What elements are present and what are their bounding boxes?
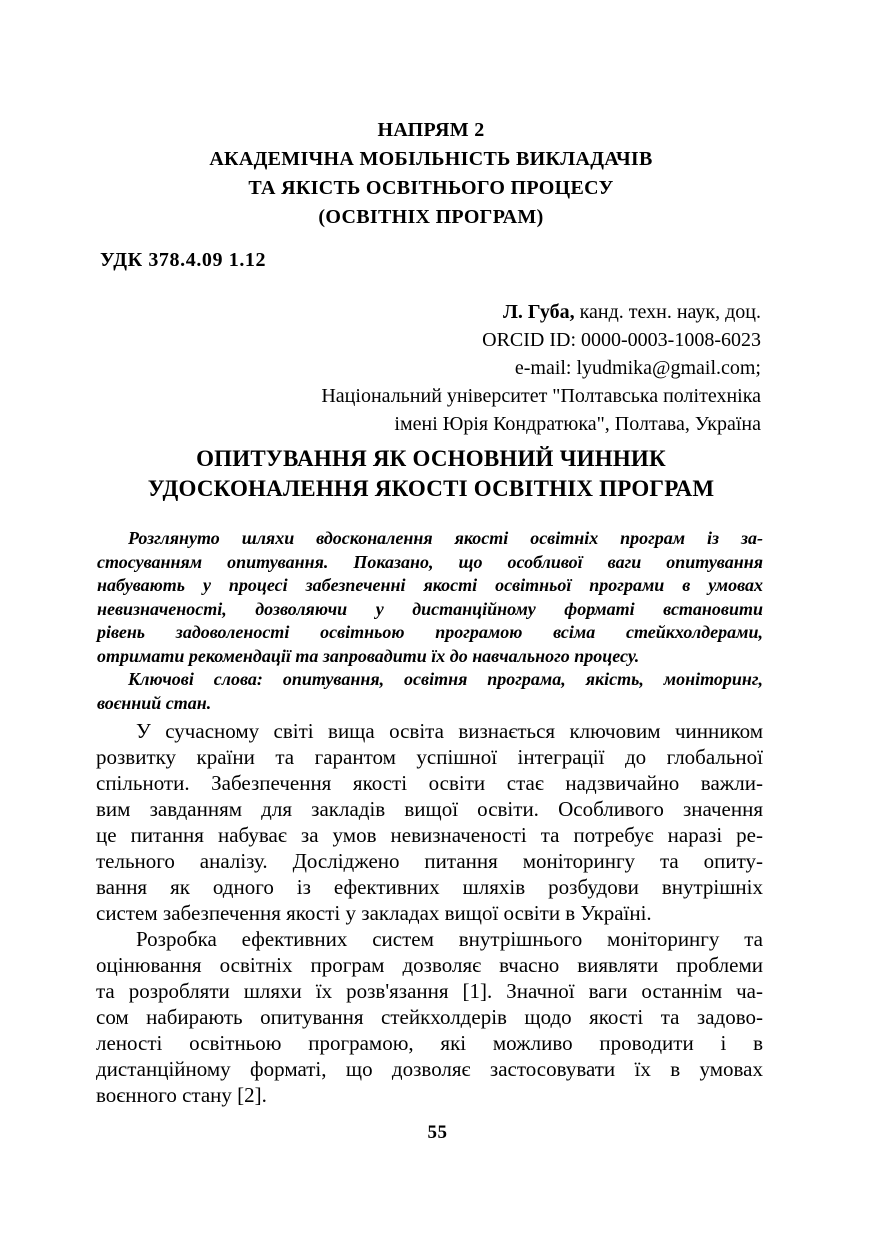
text-line: рівень задоволеності освітньою програмою всіма стейкхолдерами, [97,622,763,642]
text-line: тельного аналізу. Досліджено питання моніторингу та опиту- [96,849,763,873]
text-line: це питання набуває за умов невизначеності та потребує наразі ре- [96,823,763,847]
text-line: НАПРЯМ 2 [377,119,485,141]
text-line: розвитку країни та гарантом успішної інтеграції до глобальної [96,745,763,769]
author-affiliation-line2: імені Юрія Кондратюка", Полтава, Україна [394,413,761,435]
text-line: сом набирають опитування стейкхолдерів щодо якості та задово- [96,1005,763,1029]
author-name: Л. Губа, [503,301,575,323]
text-line: (ОСВІТНІХ ПРОГРАМ) [318,206,544,228]
author-degree: канд. техн. наук, доц. [574,301,761,323]
author-orcid: ORCID ID: 0000-0003-1008-6023 [482,329,761,351]
text-line: воєнний стан. [97,692,212,713]
author-affiliation-line1: Національний університет "Полтавська політехніка [321,385,761,407]
text-line: отримати рекомендації та запровадити їх до навчального процесу. [97,645,640,666]
text-line: УДОСКОНАЛЕННЯ ЯКОСТІ ОСВІТНІХ ПРОГРАМ [147,476,715,501]
text-line: спільноти. Забезпечення якості освіти стає надзвичайно важли- [96,771,763,795]
abstract-paragraph [97,527,763,668]
text-line: У сучасному світі вища освіта визнається ключовим чинником [136,719,763,743]
text-line: невизначеності, дозволяючи у дистанційному форматі встановити [97,598,763,619]
text-line: стосуванням опитування. Показано, що особливої ваги опитування [97,551,763,572]
text-line: АКАДЕМІЧНА МОБІЛЬНІСТЬ ВИКЛАДАЧІВ [209,148,653,170]
text-line: систем забезпечення якості у закладах вищої освіти в Україні. [96,901,652,925]
body-paragraph-1 [96,718,763,926]
text-line: Ключові слова: опитування, освітня програма, якість, моніторинг, [128,669,763,689]
keywords-paragraph [97,668,763,715]
body-text [96,718,763,1108]
text-line: Розробка ефективних систем внутрішнього моніторингу та [136,927,763,951]
text-line: воєнного стану [2]. [96,1083,267,1107]
text-line: вання як одного із ефективних шляхів розбудови внутрішніх [96,875,763,899]
text-line: леності освітньою програмою, які можливо проводити і в [96,1031,763,1055]
body-paragraph-2 [96,926,763,1108]
text-line: ОПИТУВАННЯ ЯК ОСНОВНИЙ ЧИННИК [196,446,666,471]
abstract-block [97,527,763,715]
page-number: 55 [427,1122,448,1143]
text-line: оцінювання освітніх програм дозволяє вчасно виявляти проблеми [96,953,763,977]
author-name-line [97,298,761,326]
text-line: дистанційному форматі, що дозволяє застосовувати їх в умовах [96,1057,763,1081]
text-line: набувають у процесі забезпеченні якості освітньої програми в умовах [97,575,763,595]
author-block [97,298,761,438]
section-header [77,116,785,232]
text-line: вим завданням для закладів вищої освіти. Особливого значення [96,797,763,821]
author-email: e-mail: lyudmika@gmail.com; [514,357,761,379]
text-line: Розглянуто шляхи вдосконалення якості освітніх програм із за- [128,528,763,548]
article-title [70,444,792,504]
text-line: та розробляти шляхи їх розв'язання [1]. Значної ваги останнім ча- [96,979,763,1003]
text-line: ТА ЯКІСТЬ ОСВІТНЬОГО ПРОЦЕСУ [248,177,614,199]
udc-code: УДК 378.4.09 1.12 [100,249,267,271]
